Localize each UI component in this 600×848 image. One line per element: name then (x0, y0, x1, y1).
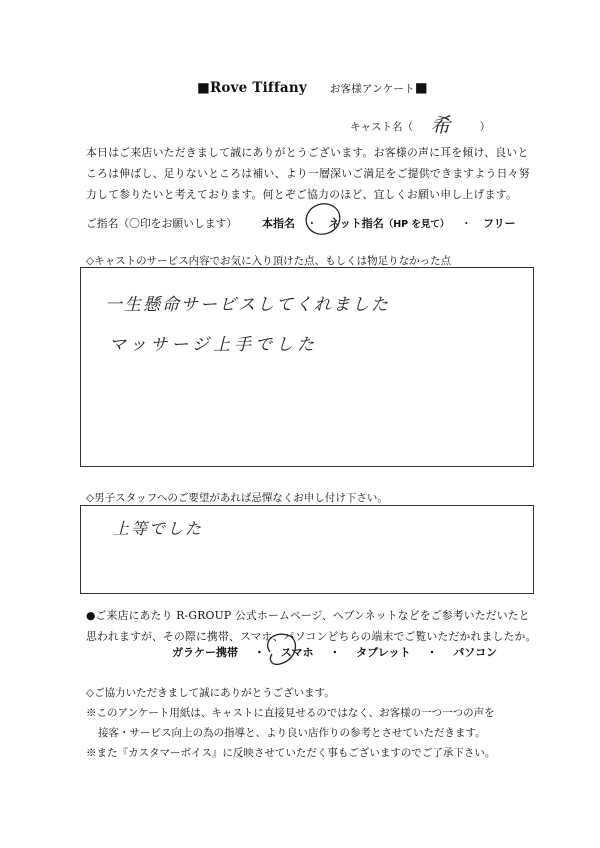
survey-title: お客様アンケート (329, 83, 415, 95)
nomination-option-regular[interactable]: 本指名 (262, 217, 296, 230)
device-separator: ・ (329, 646, 341, 659)
nomination-circle-mark (302, 199, 344, 238)
device-separator: ・ (253, 646, 265, 659)
header-prefix-mark: ■ (197, 80, 210, 96)
cast-name-label: キャスト名（ (350, 121, 413, 133)
device-option-pc[interactable]: パソコン (453, 646, 498, 659)
cast-name-close: ） (479, 121, 491, 133)
store-name: Rove Tiffany (209, 80, 307, 96)
nomination-option-free[interactable]: フリー (483, 217, 516, 230)
handwritten-answer-line: マッサージ上手でした (109, 335, 318, 355)
question-3-line: 思われますが、その際に携帯、スマホ、パソコンどちらの端末でご覧いただかれましたか。 (86, 630, 537, 643)
device-circle-mark (268, 634, 296, 664)
device-option-tablet[interactable]: タブレット (356, 646, 411, 659)
nomination-label: ご指名（〇印をお願いします） (86, 217, 238, 230)
note-line: ※また『カスタマーボイス』に反映させていただく事もございますのでご了承下さい。 (86, 747, 496, 759)
intro-line: 本日はご来店いただきまして誠にありがとうございます。お客様の声に耳を傾け、良いと (86, 146, 529, 159)
question-3-line: ●ご来店にあたり R-GROUP 公式ホームページ、ヘブンネットなどをご参考いただいたと (86, 609, 530, 622)
nomination-option-net[interactable]: ネット指名 (328, 217, 384, 230)
note-line: ※このアンケート用紙は、キャストに直接見せるのではなく、お客様の一つ一つの声を (86, 707, 495, 719)
question-2-text: ◇男子スタッフへのご要望があれば忌憚なくお申し付け下さい。 (86, 492, 388, 504)
handwritten-answer-line: 一生懸命サービスしてくれました (105, 295, 390, 315)
intro-line: ころは伸ばし、足りないところは補い、より一層深いご満足をご提供できますよう日々努 (86, 167, 530, 180)
device-option-feature-phone[interactable]: ガラケー携帯 (172, 646, 238, 659)
intro-line: 力して参りたいと考えております。何とぞご協力のほど、宜しくお願い申し上げます。 (86, 188, 518, 201)
note-line: ◇ご協力いただきまして誠にありがとうございます。 (86, 687, 335, 699)
cast-name-value: 希 (430, 113, 451, 137)
nomination-separator: ・ (460, 217, 472, 230)
device-separator: ・ (426, 646, 438, 659)
device-option-smartphone[interactable]: スマホ (280, 646, 314, 659)
nomination-option-net-note: （HP を見て） (383, 219, 450, 230)
handwritten-answer-line: 上等でした (113, 519, 204, 538)
question-1-text: ◇キャストのサービス内容でお気に入り頂けた点、もしくは物足りなかった点 (86, 255, 452, 267)
note-line: 接客・サービス向上の為の指導と、より良い店作りの参考とさせていただきます。 (98, 727, 486, 739)
nomination-separator: ・ (306, 217, 318, 230)
header-suffix-mark: ■ (414, 80, 428, 96)
